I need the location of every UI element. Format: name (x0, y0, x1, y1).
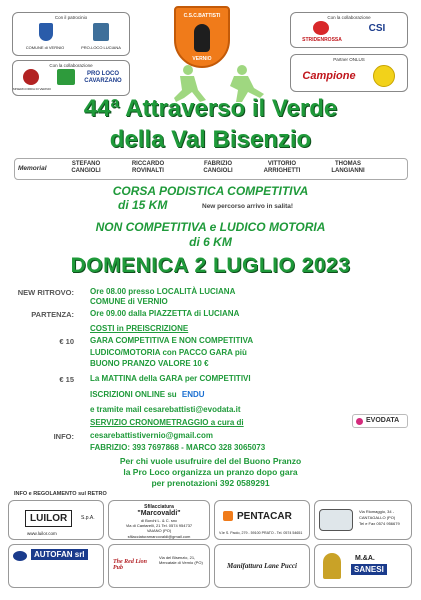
partner-onlus-box (290, 54, 408, 92)
costi-title: COSTI in PREISCRIZIONE (90, 324, 189, 333)
marcovaldi-addr: Via di Cantarelli, 21 Tel. 0574 954737 (125, 523, 193, 528)
autofan-logo: AUTOFAN srl (31, 549, 88, 560)
runner-silhouette-icon (194, 24, 210, 52)
regolamento-note: INFO e REGOLAMENTO sul RETRO (14, 491, 107, 497)
memorial-first-name: VITTORIO (267, 161, 297, 167)
info-phones: FABRIZIO: 393 7697868 - MARCO 328 3065073 (90, 443, 266, 452)
partner-onlus-label: Partner ONLUS (333, 57, 365, 62)
sponsor-autofan (8, 544, 104, 588)
partenza-label: PARTENZA: (31, 310, 74, 319)
club-logo-text: C.S.C.BATTISTI (183, 13, 221, 19)
bus-addr-1: Via Riomaggio, 34 - (359, 509, 395, 514)
costo-15-value: La MATTINA della GARA per COMPETITIVI (90, 374, 251, 383)
star-logo-icon (313, 21, 329, 35)
memorial-last-name: ROVINALTI (132, 168, 164, 174)
manifattura-logo: Manifattura Lane Pucci (226, 562, 297, 570)
memorial-label: Memorial (18, 165, 47, 172)
memorial-name (318, 161, 378, 175)
redlion-addr: Via del Bisenzio, 21, Mercatale di Vernio (PO) (159, 555, 203, 565)
sport-logo-icon (57, 69, 75, 85)
proloco-luciana-label: PRO-LOCO LUCIANA (81, 45, 121, 50)
memorial-name (118, 161, 178, 175)
ritrovo-line-1: Ore 08.00 presso LOCALITÀ LUCIANA (90, 287, 236, 296)
pranzo-line-3: per prenotazioni 392 0589291 (151, 478, 270, 488)
comune-vernio-crest-icon (39, 23, 53, 41)
collab-right-box (290, 12, 408, 48)
memorial-last-name: CANGIOLI (203, 168, 233, 174)
evodata-icon (356, 418, 363, 425)
sponsor-sanesi (314, 544, 412, 588)
sanesi-ma: M.&A. (355, 555, 375, 562)
iscrizioni-line-1 (90, 390, 205, 399)
evodata-label: EVODATA (366, 417, 400, 424)
memorial-first-name: FABRIZIO (204, 161, 232, 167)
iscrizioni-line-2: e tramite mail cesarebattisti@evodata.it (90, 405, 241, 414)
bus-addr-2: CANTAGALLO (PO) (359, 515, 396, 520)
fleur-de-lis-icon (323, 553, 341, 579)
proloco-luciana-logo-icon (93, 23, 109, 41)
memorial-last-name: CANGIOLI (71, 168, 101, 174)
sponsor-manifattura (214, 544, 310, 588)
memorial-first-name: THOMAS (335, 161, 361, 167)
iscrizioni-text: ISCRIZIONI ONLINE su (90, 390, 177, 399)
costo-10-value: GARA COMPETITIVA E NON COMPETITIVA (90, 336, 254, 345)
collaborazione-box (12, 60, 130, 96)
ritrovo-line-2: COMUNE di VERNIO (90, 297, 168, 306)
memorial-first-name: STEFANO (71, 161, 101, 167)
marcovaldi-title: Sfilacciatura (144, 504, 174, 510)
memorial-name (188, 161, 248, 175)
proloco-cavarzano-l2: CAVARZANO (84, 78, 122, 84)
info-label: INFO: (53, 432, 74, 441)
sanesi-logo: SANESI (351, 564, 387, 575)
misericordia-logo-icon (23, 69, 39, 85)
costo-10-line-2: LUDICO/MOTORIA con PACCO GARA più (90, 348, 247, 357)
ludico-line: NON COMPETITIVA e LUDICO MOTORIA (95, 220, 326, 234)
patrocinio-label: Con il patrocinio (54, 15, 88, 20)
sponsor-marcovaldi (108, 500, 210, 540)
pranzo-line-2: la Pro Loco organizza un pranzo dopo gara (123, 467, 298, 477)
pentacar-icon (223, 511, 233, 521)
redlion-logo: The Red Lion Pub (113, 559, 147, 571)
bus-addr-3: Tel e Fax 0574 956679 (359, 521, 400, 526)
memorial-last-name: LANGIANNI (331, 168, 365, 174)
marcovaldi-name: "Marcovaldi" (137, 510, 181, 517)
memorial-first-name: RICCARDO (131, 161, 165, 167)
hyundai-logo-icon (13, 551, 27, 561)
title-line-2: della Val Bisenzio (109, 126, 312, 153)
stridessa-label: STRIDENROSSA (302, 37, 342, 43)
marcovaldi-mail: sfilacciaturamarcovaldi@gmail.com (127, 534, 191, 539)
costo-10-label: € 10 (59, 337, 74, 346)
pranzo-line-1: Per chi vuole usufruire del del Buono Pranzo (119, 456, 302, 466)
club-logo (174, 6, 230, 68)
ludico-km: di 6 KM (189, 235, 232, 249)
misericordia-label: MISERICORDIA DI VERNIO (13, 87, 52, 91)
ritrovo-label: NEW RITROVO: (17, 288, 74, 297)
competitiva-note: New percorso arrivo in salita! (202, 203, 294, 210)
title-line-1: 44ª Attraverso il Verde (83, 95, 338, 122)
luilor-logo: LUILOR (25, 510, 72, 527)
partenza-value: Ore 09.00 dalla PIAZZETTA di LUCIANA (90, 309, 240, 318)
patrocinio-box (12, 12, 130, 56)
campione-logo: Campione (302, 70, 356, 82)
bus-icon (319, 509, 353, 531)
comune-vernio-label: COMUNE di VERNIO (25, 45, 65, 50)
club-logo-sub: VERNIO (192, 56, 212, 62)
competitiva-line: CORSA PODISTICA COMPETITIVA (112, 184, 309, 198)
smiley-icon (373, 65, 395, 87)
competitiva-km: di 15 KM (118, 198, 168, 212)
crono-line: SERVIZIO CRONOMETRAGGIO a cura di (90, 418, 244, 427)
pentacar-logo: PENTACAR (237, 511, 292, 522)
evodata-logo (352, 414, 408, 428)
proloco-cavarzano-l1: PRO LOCO (86, 71, 119, 77)
marcovaldi-city: VAIANO (PO) (146, 528, 172, 533)
marcovaldi-sub: di Borchi L. & C. snc (140, 518, 178, 523)
sponsor-redlion (108, 544, 210, 588)
sponsor-pentacar (214, 500, 310, 540)
race-date: DOMENICA 2 LUGLIO 2023 (70, 254, 351, 277)
luilor-web: www.luilor.com (27, 531, 57, 536)
endu-link[interactable]: ENDU (181, 390, 205, 399)
csi-logo: CSI (368, 23, 386, 34)
sponsor-bus (314, 500, 412, 540)
info-email[interactable]: cesarebattistivernio@gmail.com (90, 431, 213, 440)
collab-right-label: Con la collaborazione (327, 15, 371, 20)
costo-10-line-3: BUONO PRANZO VALORE 10 € (90, 359, 209, 368)
pentacar-addr: V.le S. Paolo, 279 - 59100 PRATO - Tel. 0574 54651 (219, 531, 303, 535)
memorial-name (56, 161, 116, 175)
sponsor-luilor (8, 500, 104, 540)
memorial-name (252, 161, 312, 175)
collaborazione-label: Con la collaborazione (49, 63, 93, 68)
luilor-spa: S.p.A. (81, 515, 95, 521)
memorial-last-name: ARRIGHETTI (263, 168, 301, 174)
costo-15-label: € 15 (59, 375, 74, 384)
